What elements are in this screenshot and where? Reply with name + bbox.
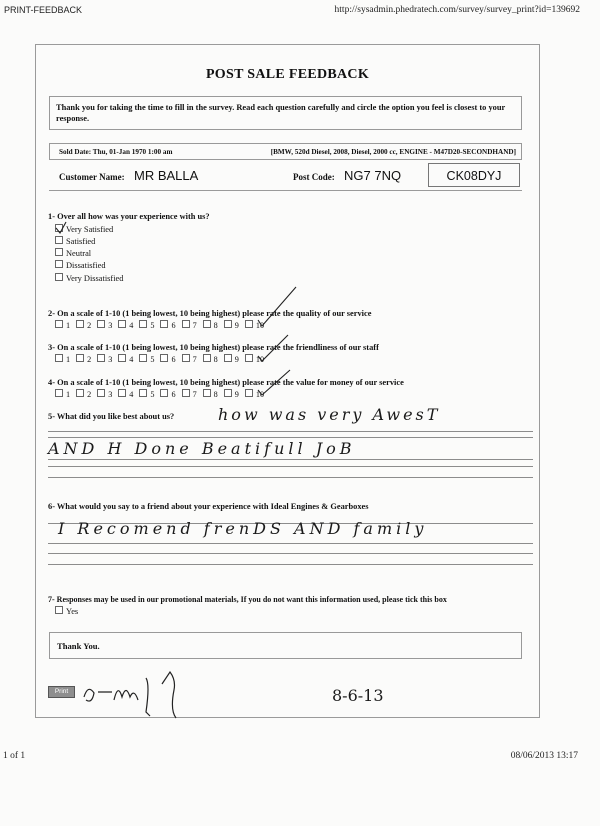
signature-icon [84,672,176,718]
scale-option[interactable]: 9 [224,355,239,364]
vehicle-details: [BMW, 520d Diesel, 2008, Diesel, 2000 cc, ENGINE - M47D20-SECONDHAND] [270,148,516,156]
customer-name-value: MR BALLA [134,168,199,183]
page-count: 1 of 1 [3,751,26,761]
question-4: 4- On a scale of 1-10 (1 being lowest, 10 being highest) please rate the value for money of our service [48,378,404,387]
check-mark-icon [258,287,296,326]
scale-option[interactable]: 1 [55,321,70,330]
customer-name-label: Customer Name: [59,172,125,182]
q1-option-satisfied[interactable]: Satisfied [55,236,95,246]
scale-option[interactable]: 1 [55,390,70,399]
scale-option[interactable]: 8 [203,355,218,364]
scale-option[interactable]: 4 [118,321,133,330]
scale-option[interactable]: 2 [76,355,91,364]
print-header-title: PRINT-FEEDBACK [4,5,83,15]
scale-option[interactable]: 2 [76,321,91,330]
question-1: 1- Over all how was your experience with us? [48,212,210,221]
scale-option[interactable]: 3 [97,321,112,330]
q7-option-yes[interactable]: Yes [55,606,78,616]
scale-option[interactable]: 6 [160,390,175,399]
question-6: 6- What would you say to a friend about your experience with Ideal Engines & Gearboxes [48,502,369,511]
scale-option[interactable]: 3 [97,390,112,399]
scale-option[interactable]: 9 [224,390,239,399]
scale-option[interactable]: 3 [97,355,112,364]
check-mark-icon [56,222,66,233]
q1-option-very-dissatisfied[interactable]: Very Dissatisfied [55,273,123,283]
scale-option[interactable]: 5 [139,355,154,364]
scale-option[interactable]: 7 [182,321,197,330]
sold-date: Sold Date: Thu, 01-Jan 1970 1:00 am [59,148,173,156]
scale-option[interactable]: 4 [118,390,133,399]
scale-option[interactable]: 8 [203,321,218,330]
scale-option[interactable]: 10 [245,321,264,330]
form-title: POST SALE FEEDBACK [205,67,370,82]
scale-option[interactable]: 8 [203,390,218,399]
print-button[interactable]: Print [48,686,75,698]
q5-handwritten-answer-line-1: how was very AwesT [218,405,441,424]
scale-option[interactable]: 1 [55,355,70,364]
postcode-label: Post Code: [293,172,335,182]
thank-you-text: Thank You. [57,641,100,651]
q1-option-dissatisfied[interactable]: Dissatisfied [55,260,106,270]
scale-option[interactable]: 6 [160,355,175,364]
handwritten-date: 8-6-13 [332,686,384,705]
q1-option-very-satisfied[interactable]: Very Satisfied [55,224,113,234]
scale-option[interactable]: 5 [139,321,154,330]
scale-option[interactable]: 2 [76,390,91,399]
scale-option[interactable]: 10 [245,390,264,399]
check-mark-icon [258,370,290,395]
q6-handwritten-answer: I Recomend frenDS AND family [58,519,428,538]
question-5: 5- What did you like best about us? [48,412,175,421]
scale-option[interactable]: 5 [139,390,154,399]
question-2: 2- On a scale of 1-10 (1 being lowest, 10 being highest) please rate the quality of our service [48,309,372,318]
print-datetime: 08/06/2013 13:17 [510,751,578,761]
q5-handwritten-answer-line-2: AND H Done Beatifull JoB [48,439,356,458]
scale-option[interactable]: 4 [118,355,133,364]
check-mark-icon [258,335,288,361]
question-3: 3- On a scale of 1-10 (1 being lowest, 10 being highest) please rate the friendliness of our staff [48,343,379,352]
scale-option[interactable]: 9 [224,321,239,330]
scale-option[interactable]: 7 [182,355,197,364]
intro-box: Thank you for taking the time to fill in the survey. Read each question carefully and circle the option you feel is closest to your response. [49,96,522,130]
q1-option-neutral[interactable]: Neutral [55,248,91,258]
question-7: 7- Responses may be used in our promotional materials, If you do not want this information used, please tick this box [48,595,447,604]
postcode-value: NG7 7NQ [344,168,402,183]
registration-box: CK08DYJ [428,163,520,187]
scale-option[interactable]: 10 [245,355,264,364]
scale-option[interactable]: 6 [160,321,175,330]
scale-option[interactable]: 7 [182,390,197,399]
print-header-url: http://sysadmin.phedratech.com/survey/survey_print?id=139692 [334,5,580,15]
